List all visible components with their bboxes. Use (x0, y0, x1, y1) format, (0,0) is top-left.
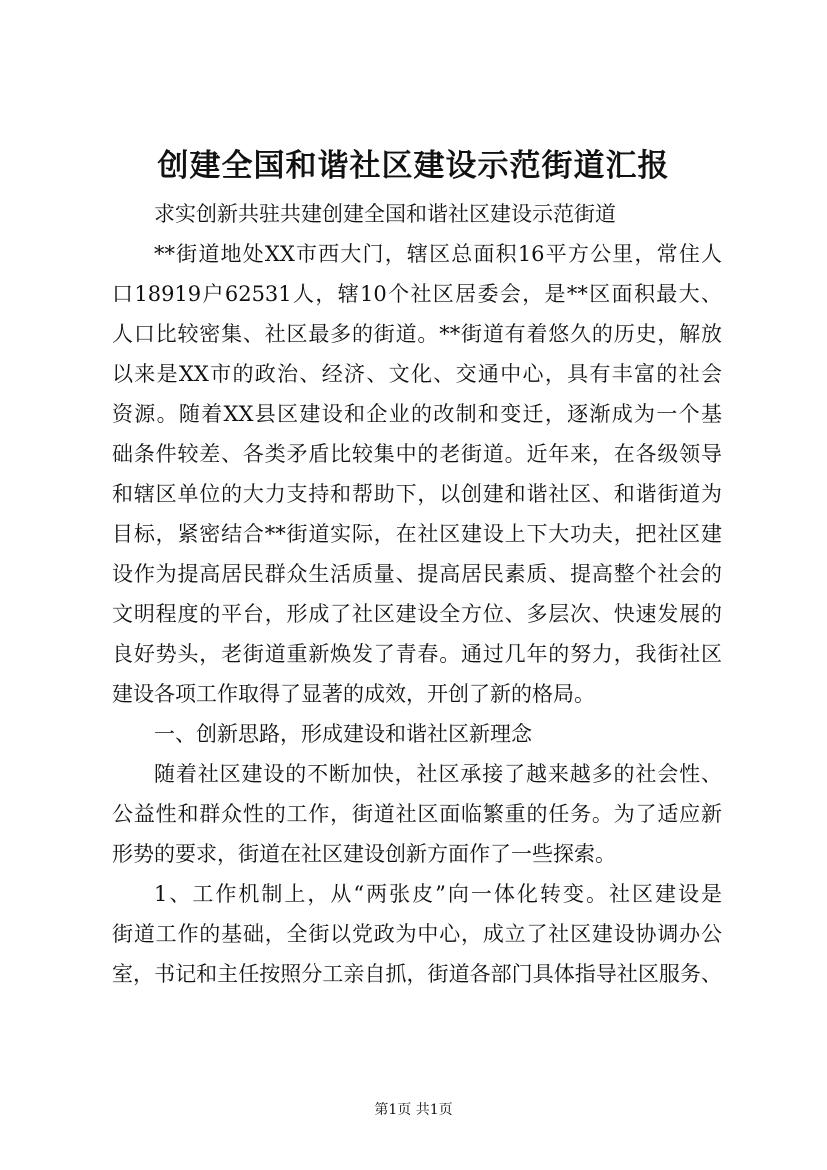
subtitle-line: 求实创新共驻共建创建全国和谐社区建设示范街道 (154, 202, 616, 226)
paragraph-line: 1、工作机制上，从“两张皮”向一体化转变。社区建设是 (154, 882, 722, 906)
page-footer: 第1页 共1页 (374, 1102, 453, 1118)
paragraph-line: 室，书记和主任按照分工亲自抓，街道各部门具体指导社区服务、 (112, 962, 722, 986)
paragraph-line: 建设各项工作取得了显著的成效，开创了新的格局。 (112, 682, 595, 706)
paragraph-line: 口18919户62531人，辖10个社区居委会，是**区面积最大、 (112, 282, 722, 306)
paragraph-line: 文明程度的平台，形成了社区建设全方位、多层次、快速发展的 (112, 602, 722, 626)
paragraph-line: 和辖区单位的大力支持和帮助下，以创建和谐社区、和谐街道为 (112, 482, 722, 506)
document-title: 创建全国和谐社区建设示范街道汇报 (157, 148, 670, 184)
paragraph-line: 资源。随着XX县区建设和企业的改制和变迁，逐渐成为一个基 (112, 402, 722, 426)
paragraph-line: 目标，紧密结合**街道实际，在社区建设上下大功夫，把社区建 (112, 522, 722, 546)
paragraph-line: 街道工作的基础，全街以党政为中心，成立了社区建设协调办公 (112, 922, 722, 946)
paragraph-line: 公益性和群众性的工作，街道社区面临繁重的任务。为了适应新 (112, 802, 722, 826)
paragraph-line: 随着社区建设的不断加快，社区承接了越来越多的社会性、 (154, 762, 722, 786)
section-heading: 一、创新思路，形成建设和谐社区新理念 (154, 722, 532, 746)
paragraph-line: 良好势头，老街道重新焕发了青春。通过几年的努力，我街社区 (112, 642, 722, 666)
paragraph-line: **街道地处XX市西大门，辖区总面积16平方公里，常住人 (154, 242, 722, 266)
paragraph-line: 以来是XX市的政治、经济、文化、交通中心，具有丰富的社会 (112, 362, 722, 386)
paragraph-line: 形势的要求，街道在社区建设创新方面作了一些探索。 (112, 842, 616, 866)
paragraph-line: 人口比较密集、社区最多的街道。**街道有着悠久的历史，解放 (112, 322, 722, 346)
paragraph-line: 础条件较差、各类矛盾比较集中的老街道。近年来，在各级领导 (112, 442, 722, 466)
document-body (112, 194, 722, 994)
paragraph-line: 设作为提高居民群众生活质量、提高居民素质、提高整个社会的 (112, 562, 722, 586)
